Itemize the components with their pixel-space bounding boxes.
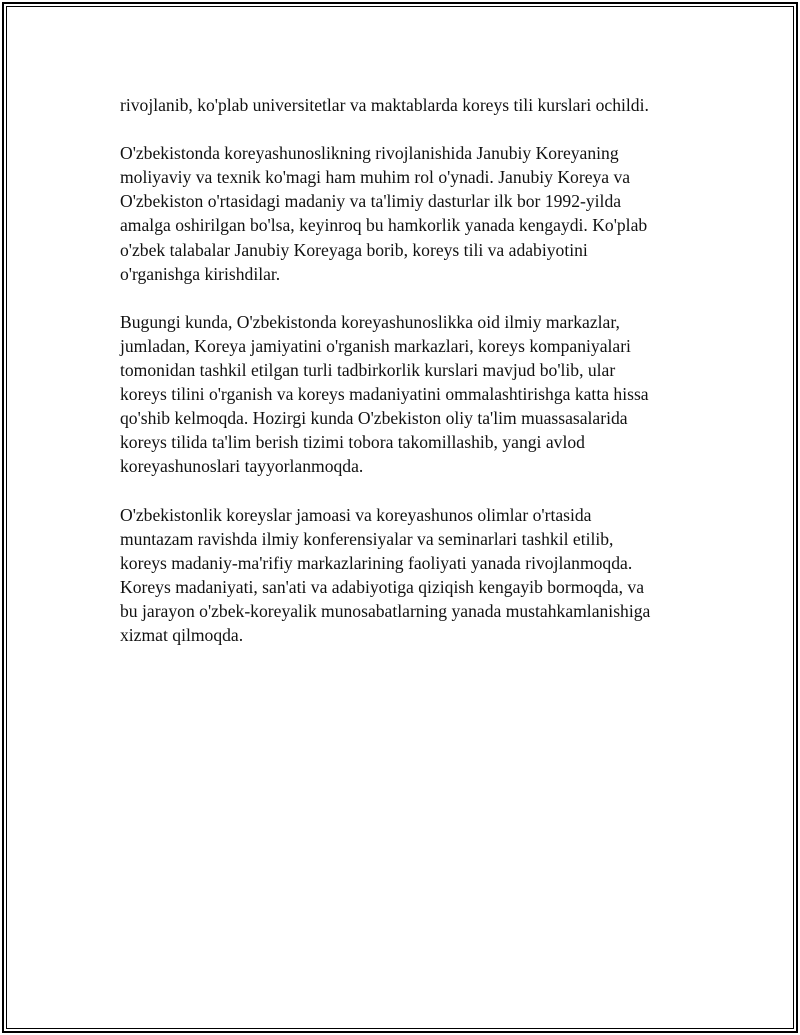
page-border bbox=[2, 2, 798, 1033]
paragraph-3: Bugungi kunda, O'zbekistonda koreyashunoslikka oid ilmiy markazlar, jumladan, Koreya jamiyatini o'rganish markazlari, koreys kompaniyalari tomonidan tashkil etilgan turli tadbirkorlik kurslari mavjud bo'lib, ular koreys tilini o'rganish va koreys madaniyatini ommalashtirishga katta hissa qo'shib kelmoqda. Hozirgi kunda O'zbekiston oliy ta'lim muassasalarida koreys tilida ta'lim berish tizimi tobora takomillashib, yangi avlod koreyashunoslari tayyorlanmoqda. bbox=[120, 311, 649, 477]
document-body bbox=[120, 93, 680, 671]
paragraph-2: O'zbekistonda koreyashunoslikning rivojlanishida Janubiy Koreyaning moliyaviy va texnik ko'magi ham muhim rol o'ynadi. Janubiy Koreya va O'zbekiston o'rtasidagi madaniy va ta'limiy dasturlar ilk bor 1992-yilda amalga oshirilgan bo'lsa, keyinroq bu hamkorlik yanada kengaydi. Ko'plab o'zbek talabalar Janubiy Koreyaga borib, koreys tili va adabiyotini o'rganishga kirishdilar. bbox=[120, 143, 648, 284]
paragraph-1: rivojlanib, ko'plab universitetlar va maktablarda koreys tili kurslari ochildi. bbox=[120, 95, 649, 115]
paragraph-4: O'zbekistonlik koreyslar jamoasi va koreyashunos olimlar o'rtasida muntazam ravishda ilmiy konferensiyalar va seminarlari tashkil etilib, koreys madaniy-ma'rifiy markazlarining faoliyati yanada rivojlanmoqda. Koreys madaniyati, san'ati va adabiyotiga qiziqish kengayib bormoqda, va bu jarayon o'zbek-koreyalik munosabatlarning yanada mustahkamlanishiga xizmat qilmoqda. bbox=[120, 504, 651, 646]
